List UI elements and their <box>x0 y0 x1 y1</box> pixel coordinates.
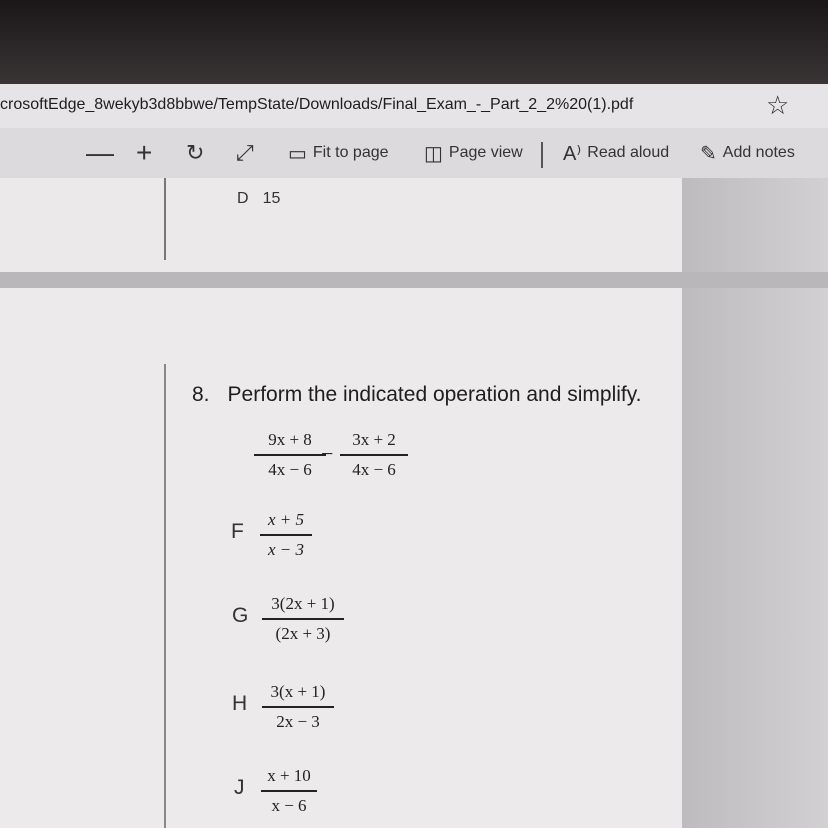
option-g-letter: G <box>232 604 249 627</box>
option-j-numerator: x + 10 <box>267 766 311 785</box>
left-denominator: 4x − 6 <box>268 460 312 479</box>
fit-to-page-label: Fit to page <box>312 144 389 161</box>
add-notes-label: Add notes <box>722 144 795 161</box>
option-h-numerator: 3(x + 1) <box>270 682 326 701</box>
star-icon[interactable]: ☆ <box>766 90 790 120</box>
left-fraction <box>254 428 326 482</box>
option-d-letter: D <box>237 190 249 207</box>
pdf-toolbar <box>0 128 828 178</box>
read-aloud-label: Read aloud <box>587 144 670 161</box>
url-text[interactable]: crosoftEdge_8wekyb3d8bbwe/TempState/Downloads/Final_Exam_-_Part_2_2%20(1).pdf <box>0 96 634 113</box>
page-gap <box>0 272 828 288</box>
option-g-denominator: (2x + 3) <box>275 624 331 643</box>
option-j-fraction <box>261 764 317 818</box>
rotate-icon[interactable]: ↻ <box>186 140 205 165</box>
option-h-fraction <box>262 680 334 734</box>
zoom-out-button[interactable] <box>86 128 114 178</box>
option-h-letter: H <box>232 692 248 715</box>
option-g-numerator: 3(2x + 1) <box>271 594 335 613</box>
margin-line <box>164 364 166 828</box>
fraction-bar <box>340 454 408 456</box>
read-aloud-button[interactable] <box>563 128 669 178</box>
option-j-letter: J <box>234 776 245 799</box>
window-top-area <box>0 0 828 84</box>
previous-page <box>0 178 682 272</box>
fit-to-page-button[interactable] <box>288 128 389 178</box>
page-view-button[interactable] <box>424 128 523 178</box>
option-d <box>237 190 280 208</box>
option-f-fraction <box>260 508 312 562</box>
question-number: 8. <box>192 383 210 406</box>
right-numerator: 3x + 2 <box>352 430 396 449</box>
expand-icon[interactable]: ⤢ <box>236 140 254 165</box>
fraction-bar <box>254 454 326 456</box>
question-8 <box>192 383 642 407</box>
read-aloud-icon: A⁾ <box>563 142 582 165</box>
fraction-bar <box>260 534 312 536</box>
pen-icon: ✎ <box>700 142 717 165</box>
add-notes-button[interactable] <box>700 128 795 178</box>
option-d-value: 15 <box>262 190 281 207</box>
page-view-icon: ◫ <box>424 142 443 165</box>
address-bar[interactable] <box>0 84 828 129</box>
margin-line <box>164 178 166 260</box>
option-f-denominator: x − 3 <box>267 540 305 559</box>
option-f-numerator: x + 5 <box>267 510 305 529</box>
toolbar-divider <box>541 142 543 168</box>
zoom-in-button[interactable] <box>136 128 152 178</box>
option-f-letter: F <box>231 520 244 543</box>
fraction-bar <box>262 706 334 708</box>
option-h-denominator: 2x − 3 <box>276 712 320 731</box>
question-text: Perform the indicated operation and simplify. <box>227 383 642 406</box>
fraction-bar <box>262 618 344 620</box>
option-j-denominator: x − 6 <box>271 796 307 815</box>
right-fraction <box>340 428 408 482</box>
current-page <box>0 288 682 828</box>
fit-to-page-icon: ▭ <box>288 142 307 165</box>
left-numerator: 9x + 8 <box>268 430 312 449</box>
option-g-fraction <box>262 592 344 646</box>
zoom-out-label: — <box>86 137 114 168</box>
right-denominator: 4x − 6 <box>352 460 396 479</box>
fraction-bar <box>261 790 317 792</box>
zoom-in-label: + <box>136 137 153 168</box>
operator: − <box>321 441 334 466</box>
page-view-label: Page view <box>448 144 523 161</box>
